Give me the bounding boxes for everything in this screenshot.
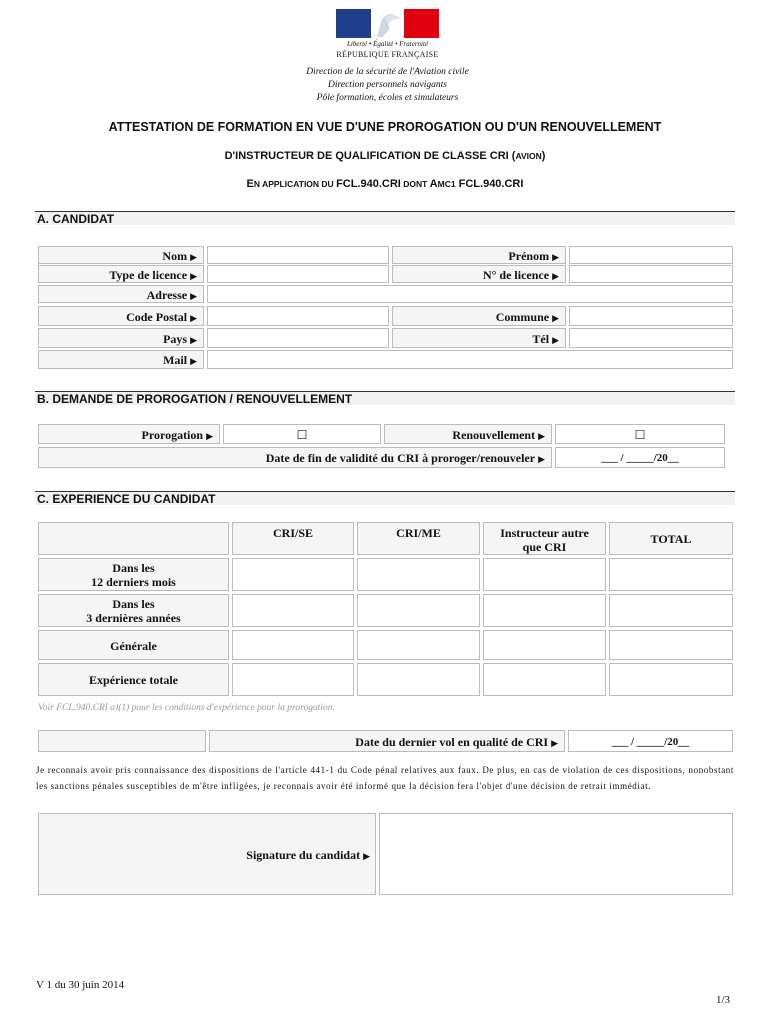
prenom-label: Prénom ▶ [392, 246, 566, 264]
cell-3a-cri-me[interactable] [357, 594, 480, 627]
cell-12m-autre[interactable] [483, 558, 606, 591]
direction-line-3: Pôle formation, écoles et simulateurs [316, 93, 459, 103]
pays-field[interactable] [207, 328, 389, 348]
col-total: TOTAL [609, 522, 733, 555]
col-cri-se: CRI/SE [232, 522, 354, 555]
row-generale: Générale [38, 630, 229, 660]
signature-field[interactable] [379, 813, 733, 895]
marianne-profile-icon [371, 9, 404, 38]
prenom-field[interactable] [569, 246, 733, 264]
nom-field[interactable] [207, 246, 389, 264]
republic-motto: Liberté • Égalité • Fraternité [346, 40, 429, 48]
renouvellement-label: Renouvellement ▶ [384, 424, 552, 444]
mail-field[interactable] [207, 350, 733, 369]
republic-name: RÉPUBLIQUE FRANÇAISE [336, 50, 439, 59]
cell-gen-cri-me[interactable] [357, 630, 480, 660]
num-licence-label: N° de licence ▶ [392, 265, 566, 283]
pays-label: Pays ▶ [38, 328, 204, 348]
cell-3a-total[interactable] [609, 594, 733, 627]
mail-label: Mail ▶ [38, 350, 204, 369]
num-licence-field[interactable] [569, 265, 733, 283]
cell-gen-cri-se[interactable] [232, 630, 354, 660]
document-subtitle: D'INSTRUCTEUR DE QUALIFICATION DE CLASSE CRI (AVION) [224, 150, 546, 162]
cell-3a-autre[interactable] [483, 594, 606, 627]
date-fin-validite-field[interactable]: ___ / _____/20__ [555, 447, 725, 468]
table-corner-cell [38, 522, 229, 555]
document-regulation: EN APPLICATION DU FCL.940.CRI DONT AMC1 FCL.940.CRI [246, 178, 524, 190]
declaration-text: Je reconnais avoir pris connaissance des dispositions de l'article 441-1 du Code pénal relatives aux faux. De plus, en cas de violation de ces dispositions, nonobstant les sanctions pénales susceptibles de m'être infligées, je reconnais avoir été informé que la décision fera l'objet d'une décision de retrait immédiat. [36, 765, 734, 791]
experience-note: Voir FCL.940.CRI a)(1) pour les conditions d'expérience pour la prorogation. [38, 703, 335, 713]
date-fin-validite-label: Date de fin de validité du CRI à proroger/renouveler ▶ [38, 447, 552, 468]
adresse-label: Adresse ▶ [38, 285, 204, 303]
type-licence-label: Type de licence ▶ [38, 265, 204, 283]
document-title: ATTESTATION DE FORMATION EN VUE D'UNE PROROGATION OU D'UN RENOUVELLEMENT [108, 120, 662, 134]
col-instructeur-autre: Instructeur autre que CRI [483, 522, 606, 555]
row-12-derniers-mois: Dans les 12 derniers mois [38, 558, 229, 591]
date-dernier-vol-field[interactable]: ___ / _____/20__ [568, 730, 733, 752]
cell-3a-cri-se[interactable] [232, 594, 354, 627]
prorogation-label: Prorogation ▶ [38, 424, 220, 444]
section-c-header: C. EXPERIENCE DU CANDIDAT [35, 491, 735, 505]
section-a-header: A. CANDIDAT [35, 211, 735, 225]
col-cri-me: CRI/ME [357, 522, 480, 555]
code-postal-field[interactable] [207, 306, 389, 326]
marianne-logo [336, 9, 439, 38]
section-b-header: B. DEMANDE DE PROROGATION / RENOUVELLEMENT [35, 391, 735, 405]
row-3-dernieres-annees: Dans les 3 dernières années [38, 594, 229, 627]
prorogation-checkbox[interactable]: ☐ [223, 424, 381, 444]
tel-field[interactable] [569, 328, 733, 348]
row-experience-totale: Expérience totale [38, 663, 229, 696]
commune-label: Commune ▶ [392, 306, 566, 326]
tel-label: Tél ▶ [392, 328, 566, 348]
cell-tot-cri-me[interactable] [357, 663, 480, 696]
cell-12m-total[interactable] [609, 558, 733, 591]
cell-12m-cri-se[interactable] [232, 558, 354, 591]
cell-12m-cri-me[interactable] [357, 558, 480, 591]
cell-tot-total[interactable] [609, 663, 733, 696]
type-licence-field[interactable] [207, 265, 389, 283]
cell-tot-autre[interactable] [483, 663, 606, 696]
direction-line-2: Direction personnels navigants [328, 80, 447, 90]
date-dernier-vol-spacer [38, 730, 206, 752]
commune-field[interactable] [569, 306, 733, 326]
version-footer: V 1 du 30 juin 2014 [36, 979, 125, 991]
signature-label: Signature du candidat ▶ [246, 848, 370, 862]
cell-gen-total[interactable] [609, 630, 733, 660]
renouvellement-checkbox[interactable]: ☐ [555, 424, 725, 444]
page-number: 1/3 [716, 994, 731, 1006]
date-dernier-vol-label: Date du dernier vol en qualité de CRI ▶ [209, 730, 565, 752]
code-postal-label: Code Postal ▶ [38, 306, 204, 326]
adresse-field[interactable] [207, 285, 733, 303]
cell-gen-autre[interactable] [483, 630, 606, 660]
direction-line-1: Direction de la sécurité de l'Aviation civile [306, 67, 469, 77]
nom-label: Nom ▶ [38, 246, 204, 264]
cell-tot-cri-se[interactable] [232, 663, 354, 696]
